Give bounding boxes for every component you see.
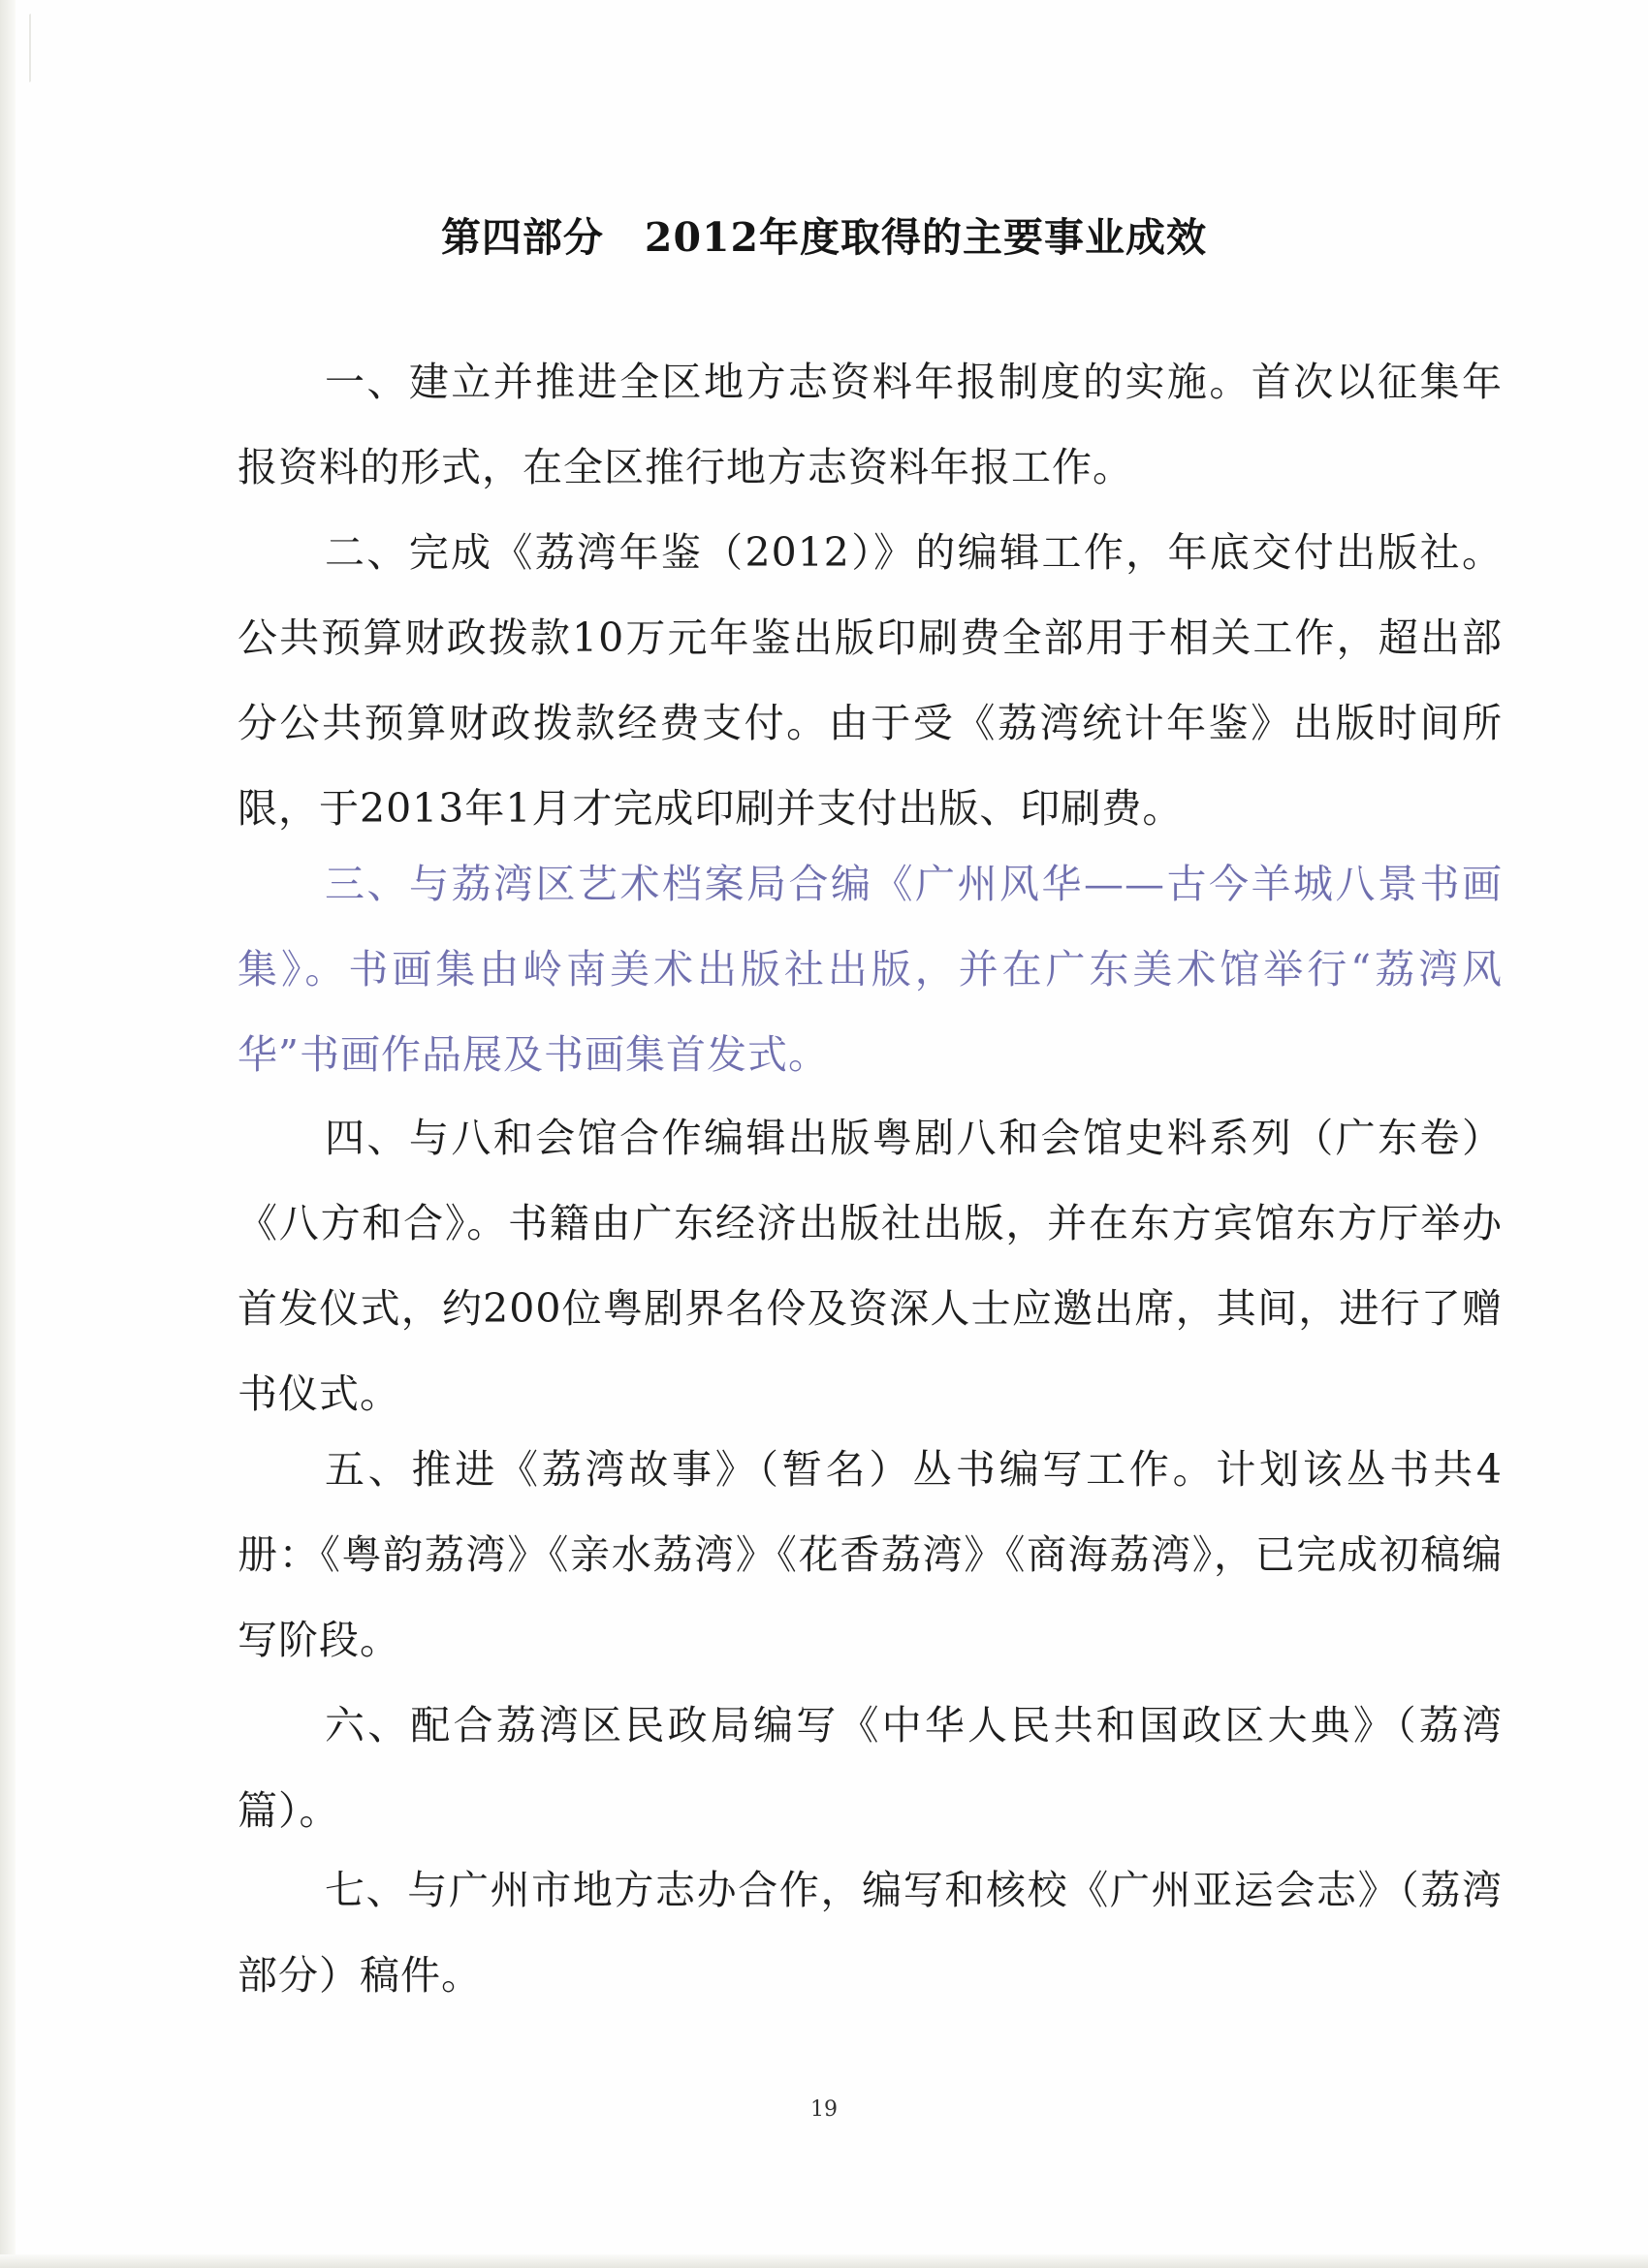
paragraph-4: 四、与八和会馆合作编辑出版粤剧八和会馆史料系列（广东卷）《八方和合》。书籍由广东经济出版社出版，并在东方宾馆东方厅举办首发仪式，约200位粤剧界名伶及资深人士应邀出席，其间，进行了赠书仪式。 xyxy=(238,1115,1503,1417)
scan-edge-bottom xyxy=(0,2254,1648,2268)
page-title: 第四部分 2012年度取得的主要事业成效 xyxy=(440,214,1208,261)
scan-edge-left xyxy=(0,0,16,2268)
paragraph-1: 一、建立并推进全区地方志资料年报制度的实施。首次以征集年报资料的形式，在全区推行地方志资料年报工作。 xyxy=(238,359,1503,490)
paragraph-7: 七、与广州市地方志办合作，编写和核校《广州亚运会志》（荔湾部分）稿件。 xyxy=(238,1867,1503,1999)
paragraph-2: 二、完成《荔湾年鉴（2012）》的编辑工作，年底交付出版社。公共预算财政拨款10万元年鉴出版印刷费全部用于相关工作，超出部分公共预算财政拨款经费支付。由于受《荔湾统计年鉴》出版时间所限，于2013年1月才完成印刷并支付出版、印刷费。 xyxy=(238,529,1503,832)
paragraph-6: 六、配合荔湾区民政局编写《中华人民共和国政区大典》（荔湾篇）。 xyxy=(238,1702,1503,1834)
paragraph-3: 三、与荔湾区艺术档案局合编《广州风华——古今羊城八景书画集》。书画集由岭南美术出版社出版，并在广东美术馆举行“荔湾风华”书画作品展及书画集首发式。 xyxy=(238,861,1503,1078)
paragraph-5: 五、推进《荔湾故事》（暂名）丛书编写工作。计划该丛书共4册：《粤韵荔湾》《亲水荔湾》《花香荔湾》《商海荔湾》，已完成初稿编写阶段。 xyxy=(238,1446,1503,1663)
page-number: 19 xyxy=(810,2097,838,2122)
scan-mark xyxy=(0,14,31,93)
